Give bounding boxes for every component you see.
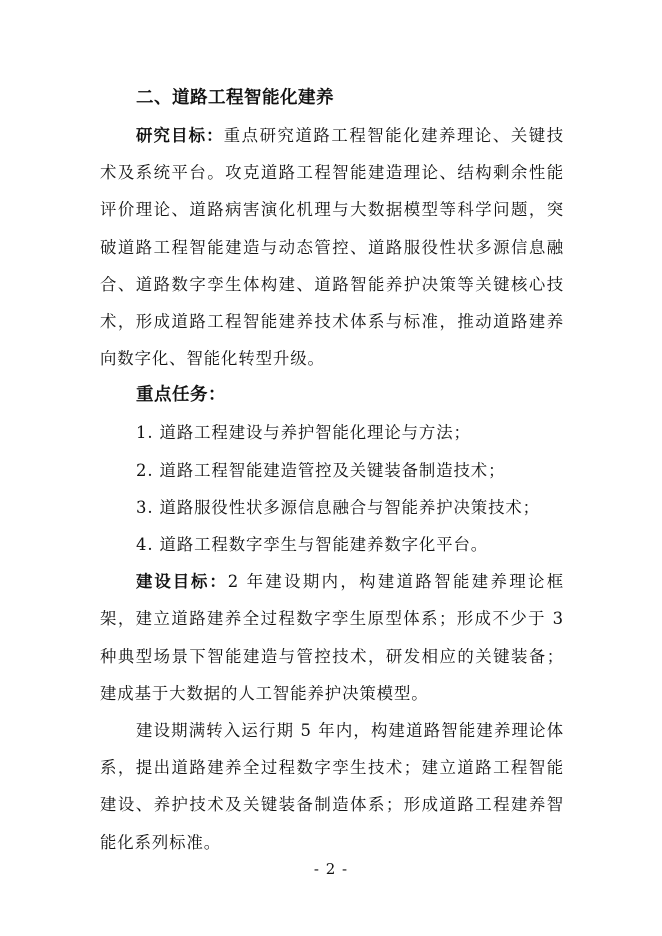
research-goal-text: 重点研究道路工程智能化建养理论、关键技术及系统平台。攻克道路工程智能建造理论、结构剩余性能评价理论、道路病害演化机理与大数据模型等科学问题，突破道路工程智能建造与动态管控、道路服役性状多源信息融合、道路数字孪生体构建、道路智能养护决策等关键核心技术，形成道路工程智能建养技术体系与标准，推动道路建养向数字化、智能化转型升级。 xyxy=(100,126,564,369)
key-task-item: 1. 道路工程建设与养护智能化理论与方法； xyxy=(136,423,471,443)
construction-goal-text: 2 年建设期内，构建道路智能建养理论框架，建立道路建养全过程数字孪生原型体系；形成不少于 3 种典型场景下智能建造与管控技术，研发相应的关键装备；建成基于大数据的人工智能养护决策模型。 xyxy=(100,572,564,703)
page-number: - 2 - xyxy=(313,860,349,878)
section-heading: 二、道路工程智能化建养 xyxy=(136,88,334,108)
construction-goal-paragraph xyxy=(100,563,564,712)
key-tasks-label: 重点任务： xyxy=(136,385,226,406)
document-body xyxy=(100,80,564,861)
key-task-item: 3. 道路服役性状多源信息融合与智能养护决策技术； xyxy=(136,497,540,517)
construction-goal-label: 建设目标： xyxy=(136,572,228,592)
research-goal-label: 研究目标： xyxy=(136,126,224,145)
key-task-item: 4. 道路工程数字孪生与智能建养数字化平台。 xyxy=(136,535,489,555)
operation-paragraph: 建设期满转入运行期 5 年内，构建道路智能建养理论体系，提出道路建养全过程数字孪生技术；建立道路工程智能建设、养护技术及关键装备制造体系；形成道路工程建养智能化系列标准。 xyxy=(100,721,564,852)
research-goal-paragraph xyxy=(100,117,564,377)
key-task-item: 2. 道路工程智能建造管控及关键装备制造技术； xyxy=(136,460,506,480)
